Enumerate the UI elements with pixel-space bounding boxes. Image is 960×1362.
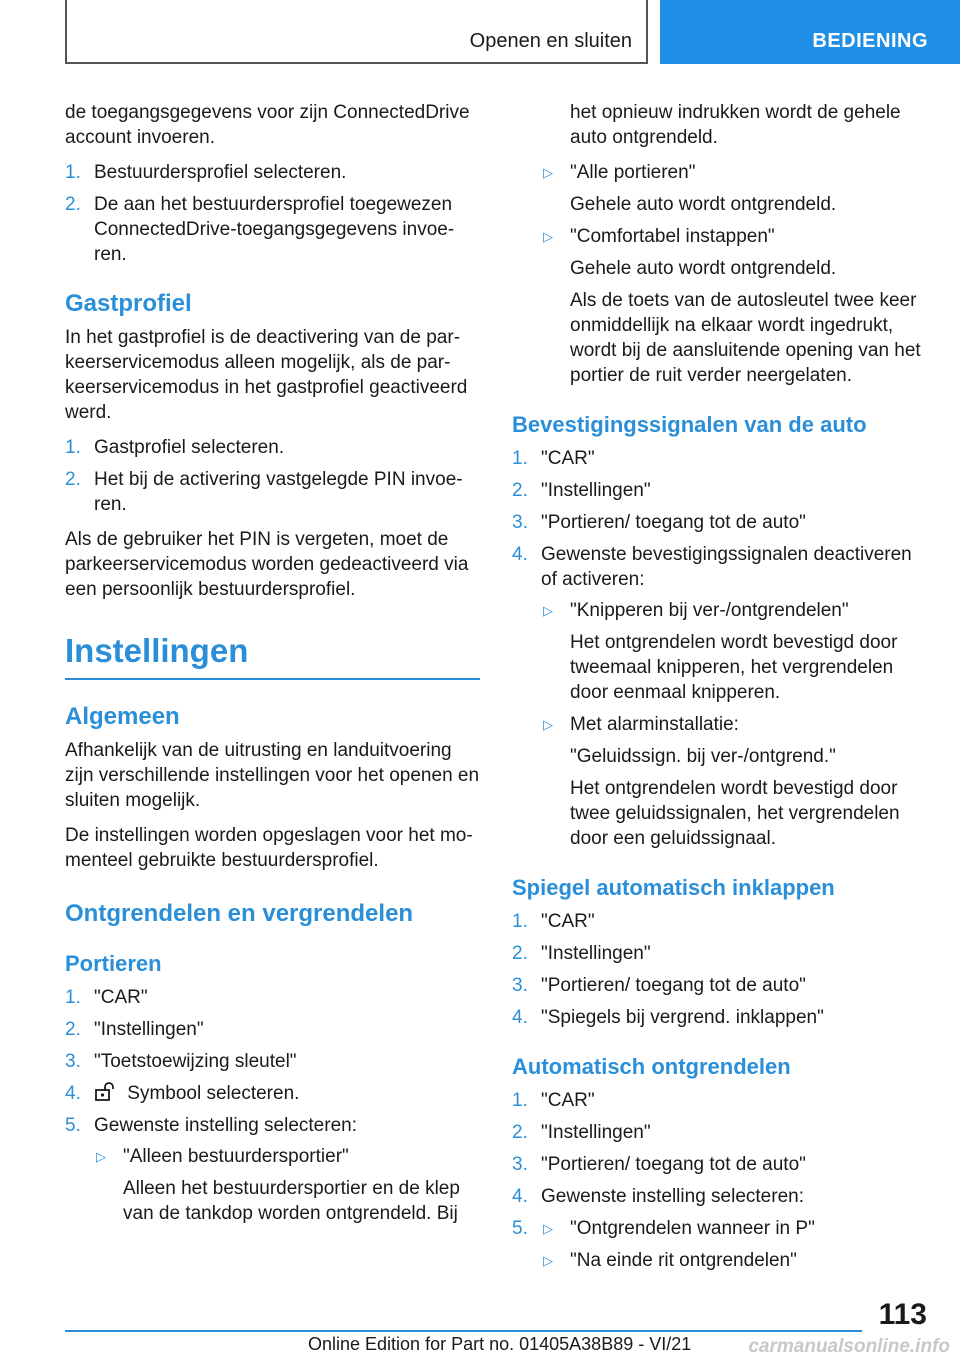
gast-text: In het gastprofiel is de deactivering van de parkeerservicemodus alleen mogelijk, als de parkeerservicemodus in het gastprofiel geactiveerd werd. <box>65 327 468 423</box>
footer-edition: Online Edition for Part no. 01405A38B89 - VI/21 <box>308 1334 692 1354</box>
triangle-bullet-icon: ▷ <box>543 1253 553 1268</box>
heading-instellingen: Instellingen <box>65 630 480 680</box>
right-column <box>512 100 927 1283</box>
list-item: 4. "Spiegels bij vergrend. inklappen" <box>512 1007 824 1028</box>
list-item: 2. De aan het bestuurdersprofiel toegewezen ConnectedDrive-toegangsgegevens invoeren. <box>65 194 455 265</box>
heading-automatisch-ontgrendelen: Automatisch ontgrendelen <box>512 1054 791 1079</box>
bullet-item: ▷ "Comfortabel instappen" Gehele auto wordt ontgrendeld. Als de toets van de autosleutel twee keer onmiddellijk na elkaar wordt ingedrukt, wordt bij de aansluitende opening van het portier de ruit verder neergelaten. <box>543 226 921 386</box>
bullet-item: ▷ "Ontgrendelen wanneer in P" <box>543 1218 815 1239</box>
bullet-item: ▷ "Alle portieren" Gehele auto wordt ontgrendeld. <box>543 162 837 215</box>
list-item: 5. Gewenste instelling selecteren: ▷ "Alleen bestuurdersportier" Alleen het bestuurdersportier en de klep van de tankdop worden ontgrendeld. Bij <box>65 1113 480 1226</box>
triangle-bullet-icon: ▷ <box>96 1149 106 1164</box>
watermark: carmanualsonline.info <box>748 1336 950 1357</box>
list-item: 3. "Toetstoewijzing sleutel" <box>65 1051 297 1072</box>
sub-list <box>94 1144 480 1226</box>
unlock-icon <box>94 1082 116 1102</box>
chapter-tab[interactable] <box>660 0 960 64</box>
list-item: 1. "CAR" <box>65 987 148 1008</box>
heading-bevestigingssignalen: Bevestigingssignalen van de auto <box>512 412 867 437</box>
bullet-item: ▷ "Alleen bestuurdersportier" Alleen het bestuurdersportier en de klep van de tankdop worden ontgrendeld. Bij <box>96 1146 460 1224</box>
footer-divider <box>65 1330 862 1332</box>
list-item: 1. "CAR" <box>512 1090 595 1111</box>
heading-gastprofiel: Gastprofiel <box>65 290 192 317</box>
algemeen-text-2: De instellingen worden opgeslagen voor het momenteel gebruikte bestuurdersprofiel. <box>65 825 473 871</box>
list-item: 1. "CAR" <box>512 448 595 469</box>
triangle-bullet-icon: ▷ <box>543 1221 553 1236</box>
triangle-bullet-icon: ▷ <box>543 165 553 180</box>
continued-bullets <box>512 160 927 388</box>
sub-list <box>541 598 927 851</box>
bullet-item: ▷ "Knipperen bij ver-/ontgrendelen" Het ontgrendelen wordt bevestigd door tweemaal knipperen, het vergrendelen door eenmaal knipperen. <box>543 600 898 703</box>
spiegel-steps <box>512 909 927 1030</box>
algemeen-text-1: Afhankelijk van de uitrusting en landuitvoering zijn verschillende instellingen voor het openen en sluiten mogelijk. <box>65 740 480 811</box>
section-title: Openen en sluiten <box>469 30 632 52</box>
list-item: 4. Gewenste bevestigingssignalen deactiveren of activeren: ▷ "Knipperen bij ver-/ontgrendelen" Het ontgrendelen wordt bevestigd door tweemaal knipperen, het vergrendelen door eenmaal knipperen. ▷ Met alarminstallatie: "Geluidssign. bij ver-/ontgrend." Het ontgrendelen wordt bevestigd door twee geluidssignalen, het vergrendelen door een geluidssignaal. <box>512 542 927 851</box>
page-number: 113 <box>878 1298 927 1331</box>
bullet-item: ▷ "Na einde rit ontgrendelen" <box>543 1250 797 1271</box>
gast-steps <box>65 435 480 517</box>
bevestiging-steps <box>512 446 927 851</box>
gast-after-text: Als de gebruiker het PIN is vergeten, moet de parkeerservicemodus worden gedeactiveerd via een persoonlijk bestuurdersprofiel. <box>65 529 469 600</box>
list-item: 4. Symbool selecteren. <box>65 1083 300 1104</box>
portieren-steps <box>65 985 480 1226</box>
chapter-tab-label: BEDIENING <box>812 30 928 52</box>
list-item: 1. "CAR" <box>512 911 595 932</box>
list-item: 1. Bestuurdersprofiel selecteren. <box>65 162 347 183</box>
list-item: 2. "Instellingen" <box>65 1019 204 1040</box>
left-column <box>65 100 480 1236</box>
intro-text: de toegangsgegevens voor zijn ConnectedDrive account invoeren. <box>65 102 470 148</box>
bullet-item: ▷ Met alarminstallatie: "Geluidssign. bij ver-/ontgrend." Het ontgrendelen wordt bevestigd door twee geluidssignalen, het vergrendelen door een geluidssignaal. <box>543 714 900 849</box>
header-frame <box>65 0 648 64</box>
list-item: 3. "Portieren/ toegang tot de auto" <box>512 975 806 996</box>
heading-ontgrendelen: Ontgrendelen en vergrendelen <box>65 900 414 927</box>
list-item: 1. Gastprofiel selecteren. <box>65 437 285 458</box>
heading-spiegel: Spiegel automatisch inklappen <box>512 875 835 900</box>
list-item: 3. "Portieren/ toegang tot de auto" <box>512 1154 806 1175</box>
list-item: 3. "Portieren/ toegang tot de auto" <box>512 512 806 533</box>
list-item: 2. Het bij de activering vastgelegde PIN invoeren. <box>65 469 463 515</box>
triangle-bullet-icon: ▷ <box>543 603 553 618</box>
list-item: 2. "Instellingen" <box>512 1122 651 1143</box>
triangle-bullet-icon: ▷ <box>543 717 553 732</box>
triangle-bullet-icon: ▷ <box>543 229 553 244</box>
heading-algemeen: Algemeen <box>65 703 180 730</box>
list-item: 5. ▷ "Ontgrendelen wanneer in P" ▷ "Na einde rit ontgrendelen" <box>512 1216 927 1273</box>
profile-steps <box>65 160 480 267</box>
heading-portieren: Portieren <box>65 951 162 976</box>
list-item: 2. "Instellingen" <box>512 480 651 501</box>
list-item: 2. "Instellingen" <box>512 943 651 964</box>
continued-text: het opnieuw indrukken wordt de gehele auto ontgrendeld. <box>570 102 901 148</box>
list-item: 4. Gewenste instelling selecteren: <box>512 1186 804 1207</box>
auto-steps <box>512 1088 927 1273</box>
